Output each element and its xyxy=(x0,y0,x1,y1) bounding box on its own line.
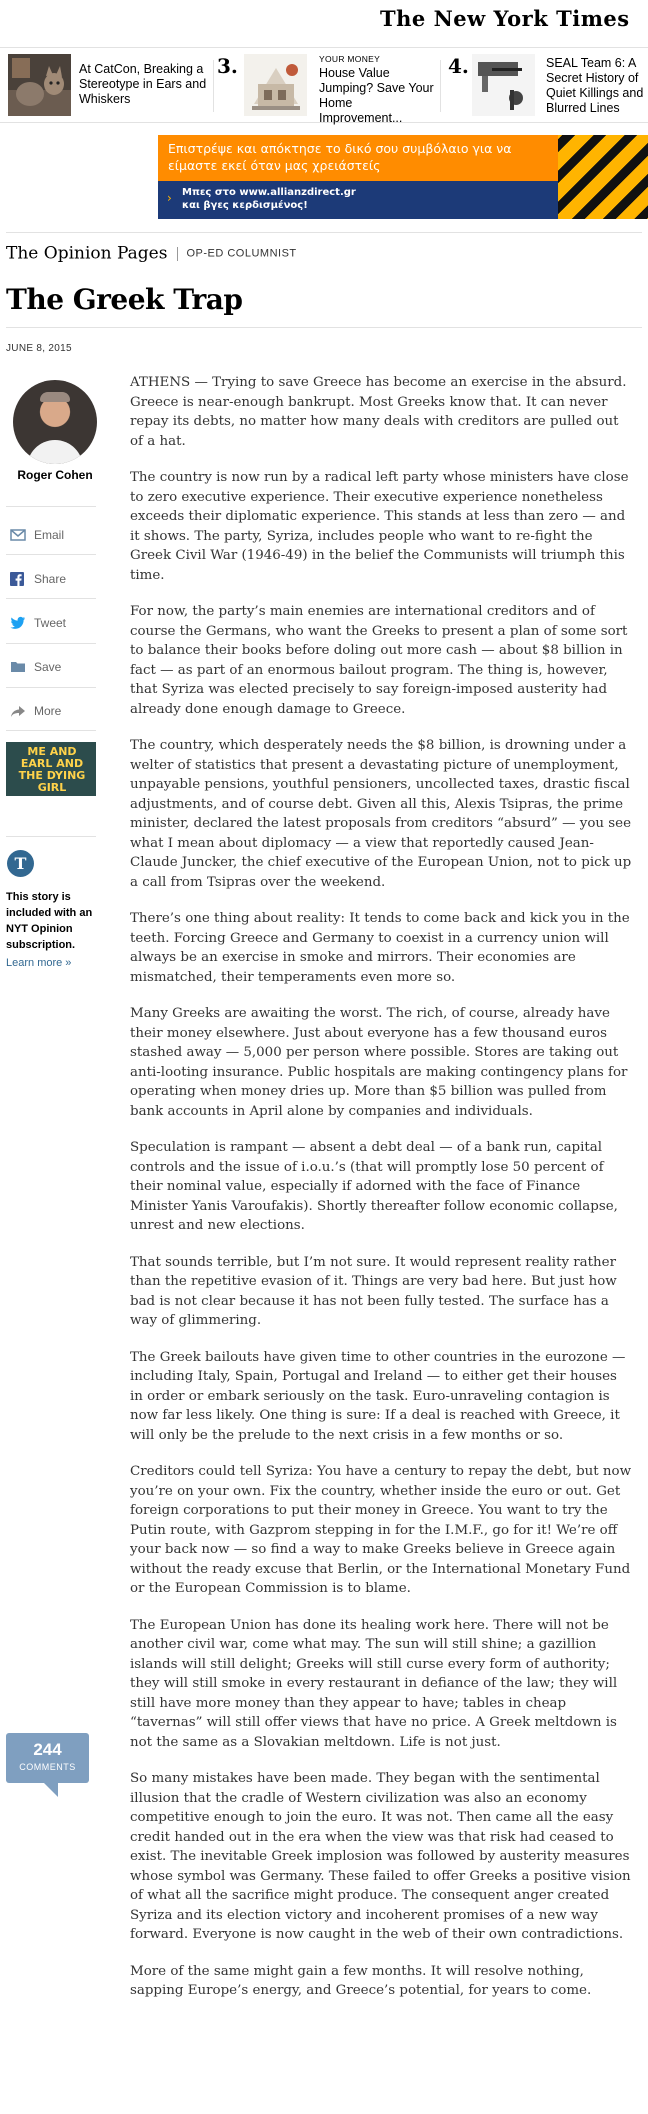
article-paragraph: ATHENS — Trying to save Greece has become an exercise in the absurd. Greece is near-enough bankrupt. Most Greeks know that. It can never repay its debts, no matter how many deals with creditors are pulled out of a hat. xyxy=(130,375,627,449)
divider xyxy=(6,687,96,688)
article-paragraph: Creditors could tell Syriza: You have a century to repay the debt, but now you’re on your own. Fix the country, whether inside the euro or out. Get foreign corporations to put their money in Greece. You want to try the Putin route, with Gazprom stepping in for the I.M.F., go for it! We’re off your back now — so find a way to make Greeks believe in Greece again without the ready excuse that Berlin, or the International Monetary Fund or the European Commission is to blame. xyxy=(130,1464,632,1596)
twitter-icon xyxy=(10,616,26,630)
divider xyxy=(6,554,96,555)
ad-headline: Επιστρέψε και απόκτησε το δικό σου συμβόλαιο για να είμαστε εκεί όταν μας χρειάστείς xyxy=(168,141,512,173)
rank-number: 4. xyxy=(448,54,469,78)
avatar-hair xyxy=(40,392,70,402)
divider xyxy=(6,327,642,328)
ad-cta-line: και βγες κερδισμένος! xyxy=(182,200,308,211)
article-paragraph: The country is now run by a radical left party whose ministers have close to zero executive experience. Their executive experience nonetheless exceeds their diplomatic experience. This stands at less than zero — and it shows. The party, Syriza, includes people who want to re-fight the Greek Civil War (1946-49) in the belief the Communists will triumph this time. xyxy=(130,470,629,583)
most-popular-item[interactable] xyxy=(215,48,440,124)
most-popular-headline[interactable]: At CatCon, Breaking a Stereotype in Ears and Whiskers xyxy=(79,62,207,106)
kicker: YOUR MONEY xyxy=(319,54,381,64)
share-twitter-label: Tweet xyxy=(34,616,67,630)
facebook-icon xyxy=(10,572,24,586)
most-popular-item[interactable] xyxy=(0,48,215,124)
divider xyxy=(6,643,96,644)
most-popular-strip xyxy=(0,47,648,123)
article-paragraph: For now, the party’s main enemies are international creditors and of course the Germans, who want the Greeks to present a plan of some sort to balance their books before doling out more cash — about $8 billion in fact — as part of an enormous bailout program. The thing is, however, that Syriza was elected precisely to say foreign-imposed austerity had already done enough damage to Greece. xyxy=(130,604,628,717)
email-icon xyxy=(10,528,26,542)
avatar-shirt xyxy=(27,440,83,464)
most-popular-item[interactable] xyxy=(441,48,648,124)
nyt-t-logo: T xyxy=(7,850,34,877)
strip-divider xyxy=(213,60,214,112)
article-thumbnail[interactable] xyxy=(8,54,71,116)
divider xyxy=(6,506,96,507)
divider xyxy=(177,247,178,261)
ad-cta-line: Μπες στο www.allianzdirect.gr xyxy=(182,187,356,198)
article-thumbnail[interactable] xyxy=(244,54,307,116)
article-body xyxy=(130,373,634,2018)
advertisement-banner[interactable] xyxy=(158,135,648,219)
page-title: The Greek Trap xyxy=(6,283,243,316)
masthead xyxy=(0,0,648,47)
article-paragraph: The country, which desperately needs the $8 billion, is drowning under a welter of statistics that present a devastating picture of unemployment, unpayable pensions, youthful pensioners, uncollected taxes, drastic fiscal adjustments, and of course debt. Given all this, Alexis Tsipras, the prime minister, declared the latest proposals from creditors “absurd” — you see what I mean about diplomacy — a view that reportedly caused Jean-Claude Juncker, the chief executive of the European Union, not to pick up a call from Tsipras over the weekend. xyxy=(130,738,632,890)
divider xyxy=(6,598,96,599)
column-label[interactable]: OP-ED COLUMNIST xyxy=(186,247,297,260)
article-thumbnail[interactable] xyxy=(472,54,535,116)
publish-date: JUNE 8, 2015 xyxy=(6,343,72,354)
save-label: Save xyxy=(34,660,62,674)
ad-cta[interactable] xyxy=(182,186,356,212)
divider xyxy=(6,232,642,233)
article-paragraph: There’s one thing about reality: It tends to come back and kick you in the teeth. Forcing Greece and Germany to coexist in a currency union will always be an exercise in smoke and mirrors. Their economies are mismatched, their temperaments even more so. xyxy=(130,911,630,985)
share-facebook-label: Share xyxy=(34,572,67,586)
rank-number: 3. xyxy=(217,54,238,78)
comments-button[interactable] xyxy=(6,1733,89,1783)
subscription-note: This story is included with an NYT Opinion subscription. xyxy=(6,891,93,951)
folder-icon xyxy=(10,660,26,674)
article-paragraph: So many mistakes have been made. They began with the sentimental illusion that the cradle of Western civilization was also an economy competitive enough to join the euro. It was not. Then came all the easy credit handed out in the era when the view was that risk had ceased to exist. The inevitable Greek implosion was followed by austerity measures whose symbol was Germany. These failed to offer Greeks a positive vision of what all the sacrifice might produce. The consequent anger created Syriza and its election victory and incoherent promises of a new way forward. Everyone is now caught in the web of their own contradictions. xyxy=(130,1771,631,1942)
article-paragraph: Many Greeks are awaiting the worst. The rich, of course, already have their money elsewhere. Just about everyone has a few thousand euros stashed away — 5,000 per person where possible. Stores are taking out anti-looting insurance. Public hospitals are making contingency plans for operating when money dries up. More than $5 billion was pulled from bank accounts in April alone by companies and individuals. xyxy=(130,1006,628,1119)
nyt-logo[interactable]: The New York Times xyxy=(380,6,630,31)
divider xyxy=(6,836,96,837)
chevron-right-icon: › xyxy=(167,191,172,205)
share-arrow-icon xyxy=(10,704,26,718)
article-paragraph: More of the same might gain a few months. It will resolve nothing, sapping Europe’s energy, and Greece’s potential, for years to come. xyxy=(130,1963,592,1998)
section-header xyxy=(6,243,297,267)
share-email-label: Email xyxy=(34,528,65,542)
section-name[interactable]: The Opinion Pages xyxy=(6,243,168,264)
article-paragraph: That sounds terrible, but I’m not sure. It would represent reality rather than the repetitive evasion of it. Things are very bad here. But just how bad is not clear because it has not been fully tested. The surface has a way of glimmering. xyxy=(130,1254,617,1328)
article-paragraph: Speculation is rampant — absent a debt deal — of a bank run, capital controls and the issue of i.o.u.’s (that will promptly lose 50 percent of their nominal value, especially if adorned with the face of Finance Minister Yanis Varoufakis). Shortly thereafter follow economic collapse, unrest and new elections. xyxy=(130,1140,618,1233)
article-paragraph: The Greek bailouts have given time to other countries in the eurozone — including Italy, Spain, Portugal and Ireland — to either get their houses in order or embark seriously on the task. Euro-unraveling contagion is now far less likely. One thing is sure: If a deal is reached with Greece, it will only be the prelude to the next crisis in a few months or so. xyxy=(130,1349,626,1443)
article-paragraph: The European Union has done its healing work here. There will not be another civil war, come what may. The sun will still shine; a gazillion islands will still delight; Greeks will still curse every form of authority; they will still smoke in every restaurant in defiance of the law; they will still have more money than they appear to have; tables in cheap “tavernas” will still offer views that have no price. A Greek meltdown is not the same as a Slovakian meltdown. Life is not just. xyxy=(130,1617,618,1750)
more-label: More xyxy=(34,704,62,718)
comments-count: 244 xyxy=(33,1740,62,1759)
most-popular-headline[interactable]: SEAL Team 6: A Secret History of Quiet Killings and Blurred Lines xyxy=(546,56,644,115)
divider xyxy=(6,730,96,731)
most-popular-headline[interactable]: House Value Jumping? Save Your Home Improvement... xyxy=(319,66,434,125)
speech-bubble-tail xyxy=(44,1783,58,1797)
author-name[interactable]: Roger Cohen xyxy=(17,468,93,482)
learn-more-link[interactable]: Learn more » xyxy=(6,957,72,969)
avatar[interactable] xyxy=(13,380,97,464)
movie-promo[interactable] xyxy=(6,742,96,796)
promo-text: ME AND EARL AND THE DYING GIRL xyxy=(18,745,86,794)
comments-label: COMMENTS xyxy=(19,1762,76,1772)
